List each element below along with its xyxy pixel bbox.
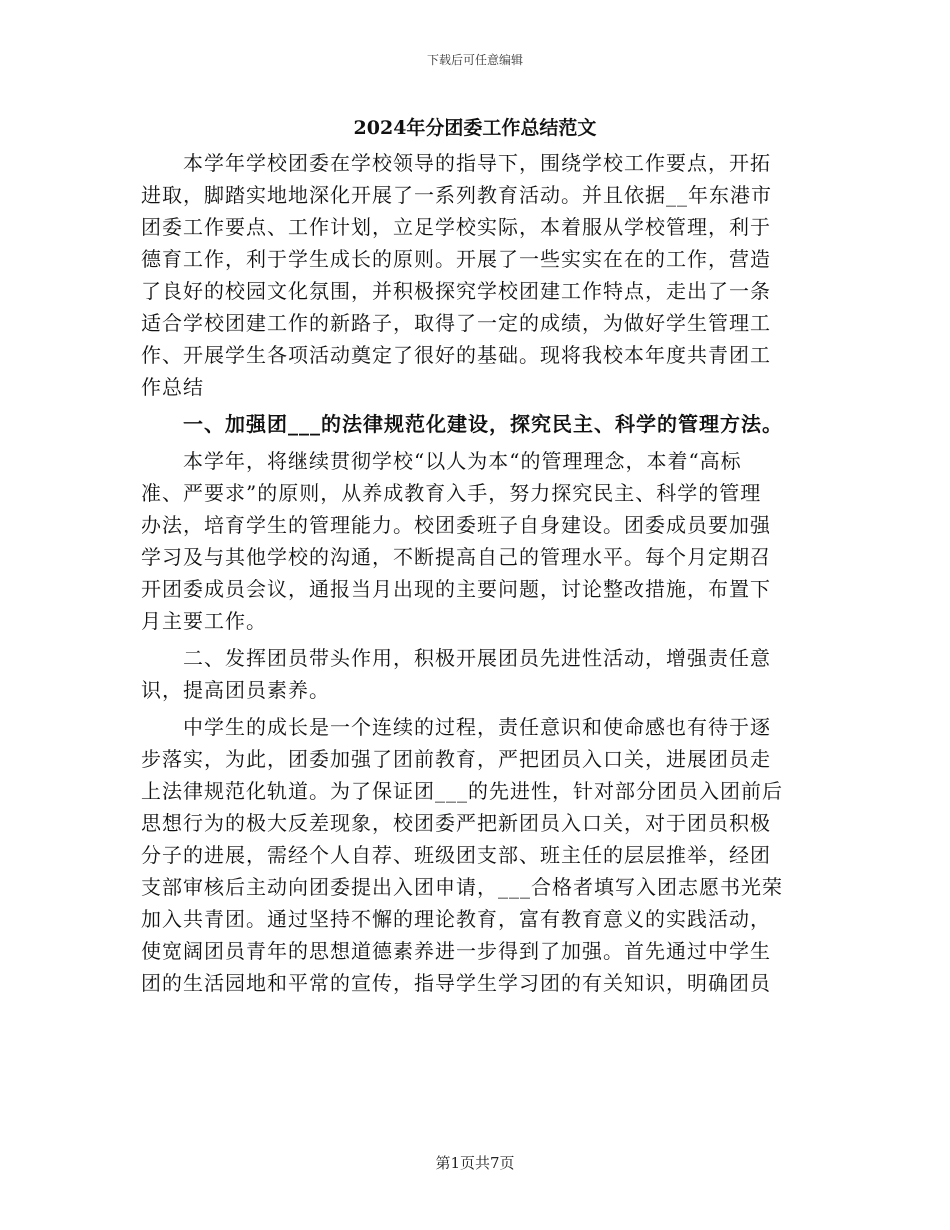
page-number: 第1页共7页 xyxy=(435,1154,515,1172)
text-line: 使宽阔团员青年的思想道德素养进一步得到了加强。首先通过中学生 xyxy=(141,939,771,963)
text-line: 团委工作要点、工作计划，立足学校实际，本着服从学校管理，利于 xyxy=(141,215,771,239)
text-line: 了良好的校园文化氛围，并积极探究学校团建工作特点，走出了一条 xyxy=(141,279,771,303)
text-line: 上法律规范化轨道。为了保证团___的先进性，针对部分团员入团前后 xyxy=(141,779,783,803)
text-line: 本学年学校团委在学校领导的指导下，围绕学校工作要点，开拓 xyxy=(141,151,771,175)
heading-line: 二、发挥团员带头作用，积极开展团员先进性活动，增强责任意 xyxy=(141,646,771,670)
text-line: 加入共青团。通过坚持不懈的理论教育，富有教育意义的实践活动， xyxy=(141,907,771,931)
text-line: 团的生活园地和平常的宣传，指导学生学习团的有关知识，明确团员 xyxy=(141,971,771,995)
text-line: 学习及与其他学校的沟通，不断提高自己的管理水平。每个月定期召 xyxy=(141,545,771,569)
text-line: 分子的进展，需经个人自荐、班级团支部、班主任的层层推举，经团 xyxy=(141,843,771,867)
text-line: 开团委成员会议，通报当月出现的主要问题，讨论整改措施，布置下 xyxy=(141,577,771,601)
text-line: 作、开展学生各项活动奠定了很好的基础。现将我校本年度共青团工 xyxy=(141,343,771,367)
text-line: 步落实，为此，团委加强了团前教育，严把团员入口关，进展团员走 xyxy=(141,747,771,771)
text-line: 作总结 xyxy=(141,375,204,399)
text-line: 适合学校团建工作的新路子，取得了一定的成绩，为做好学生管理工 xyxy=(141,311,771,335)
document-body xyxy=(141,147,809,999)
heading-line: 一、加强团___的法律规范化建设，探究民主、科学的管理方法。 xyxy=(141,412,783,436)
document-title: 2024年分团委工作总结范文 xyxy=(353,117,597,139)
paragraph-section-1 xyxy=(141,445,809,637)
section-heading-2 xyxy=(141,642,809,706)
text-line: 准、严要求”的原则，从养成教育入手，努力探究民主、科学的管理 xyxy=(141,481,762,505)
text-line: 进取，脚踏实地地深化开展了一系列教育活动。并且依据__年东港市 xyxy=(141,183,772,207)
text-line: 支部审核后主动向团委提出入团申请，___合格者填写入团志愿书光荣 xyxy=(141,875,783,899)
text-line: 办法，培育学生的管理能力。校团委班子自身建设。团委成员要加强 xyxy=(141,513,771,537)
section-heading-1 xyxy=(141,408,809,440)
text-line: 思想行为的极大反差现象，校团委严把新团员入口关，对于团员积极 xyxy=(141,811,771,835)
paragraph-intro xyxy=(141,147,809,403)
text-line: 中学生的成长是一个连续的过程，责任意识和使命感也有待于逐 xyxy=(141,715,771,739)
heading-line: 识，提高团员素养。 xyxy=(141,678,330,702)
paragraph-section-2 xyxy=(141,711,809,999)
text-line: 本学年，将继续贯彻学校“以人为本“的管理理念，本着“高标 xyxy=(141,449,742,473)
page-header-note: 下载后可任意编辑 xyxy=(426,53,523,67)
text-line: 月主要工作。 xyxy=(141,609,267,633)
text-line: 德育工作，利于学生成长的原则。开展了一些实实在在的工作，营造 xyxy=(141,247,771,271)
